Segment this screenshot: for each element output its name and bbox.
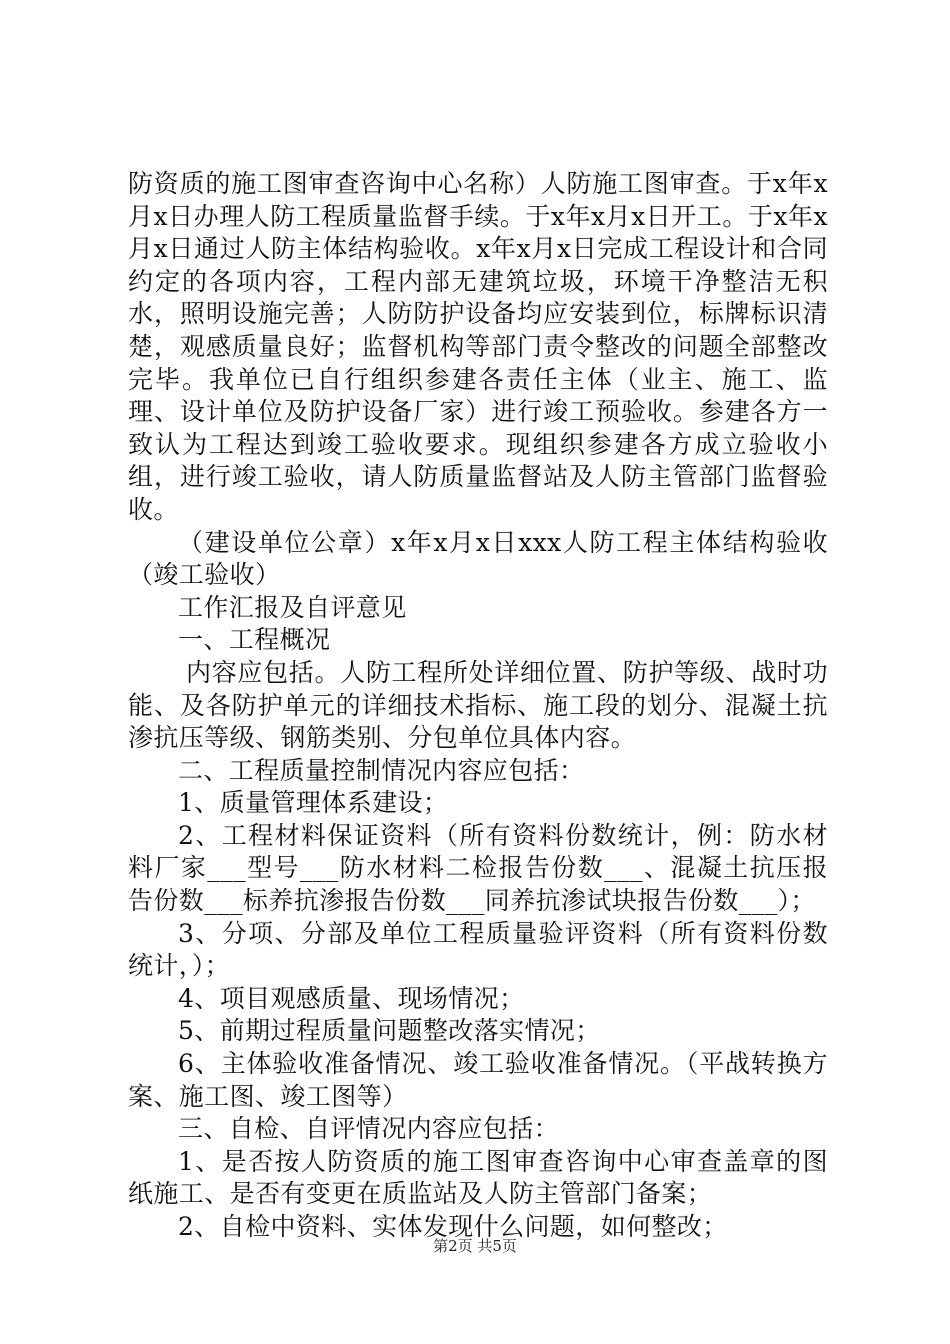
list-item-material-docs: 2、工程材料保证资料（所有资料份数统计，例：防水材料厂家___型号___防水材料二检报告份数___、混凝土抗压报告份数___标养抗渗报告份数___同养抗渗试块报告份数___）； xyxy=(128,820,828,916)
paragraph-overview-content: 内容应包括。人防工程所处详细位置、防护等级、战时功能、及各防护单元的详细技术指标、施工段的划分、混凝土抗渗抗压等级、钢筋类别、分包单位具体内容。 xyxy=(128,657,828,753)
paragraph-report-title: 工作汇报及自评意见 xyxy=(178,592,407,622)
paragraph-project-intro: 防资质的施工图审查咨询中心名称）人防施工图审查。于x年x月x日办理人防工程质量监督手续。于x年x月x日开工。于x年x月x日通过人防主体结构验收。x年x月x日完成工程设计和合同约定的各项内容，工程内部无建筑垃圾，环境干净整洁无积水，照明设施完善；人防防护设备均应安装到位，标牌标识清楚，观感质量良好；监督机构等部门责令整改的问题全部整改完毕。我单位已自行组织参建各责任主体（业主、施工、监理、设计单位及防护设备厂家）进行竣工预验收。参建各方一致认为工程达到竣工验收要求。现组织参建各方成立验收小组，进行竣工验收，请人防质量监督站及人防主管部门监督验收。 xyxy=(128,169,828,524)
paragraph-seal-date: （建设单位公章）x年x月x日xxx人防工程主体结构验收（竣工验收） xyxy=(128,527,828,590)
list-item-acceptance-prep: 6、主体验收准备情况、竣工验收准备情况。（平战转换方案、施工图、竣工图等） xyxy=(128,1049,828,1111)
list-item-issues-found: 2、自检中资料、实体发现什么问题，如何整改； xyxy=(178,1212,728,1241)
list-item-rectification: 5、前期过程质量问题整改落实情况； xyxy=(178,1016,601,1046)
heading-self-inspection: 三、自检、自评情况内容应包括： xyxy=(178,1114,560,1144)
page-footer: 第2页 共5页 xyxy=(433,1237,517,1255)
heading-project-overview: 一、工程概况 xyxy=(178,625,331,655)
list-item-quality-system: 1、质量管理体系建设； xyxy=(178,788,449,818)
list-item-visual-quality: 4、项目观感质量、现场情况； xyxy=(178,983,525,1013)
list-item-evaluation-docs: 3、分项、分部及单位工程质量验评资料（所有资料份数统计，）； xyxy=(128,918,828,981)
list-item-drawing-compliance: 1、是否按人防资质的施工图审查咨询中心审查盖章的图纸施工、是否有变更在质监站及人防主管部门备案； xyxy=(128,1146,828,1209)
document-body xyxy=(128,168,828,1244)
heading-quality-control: 二、工程质量控制情况内容应包括： xyxy=(178,755,585,785)
